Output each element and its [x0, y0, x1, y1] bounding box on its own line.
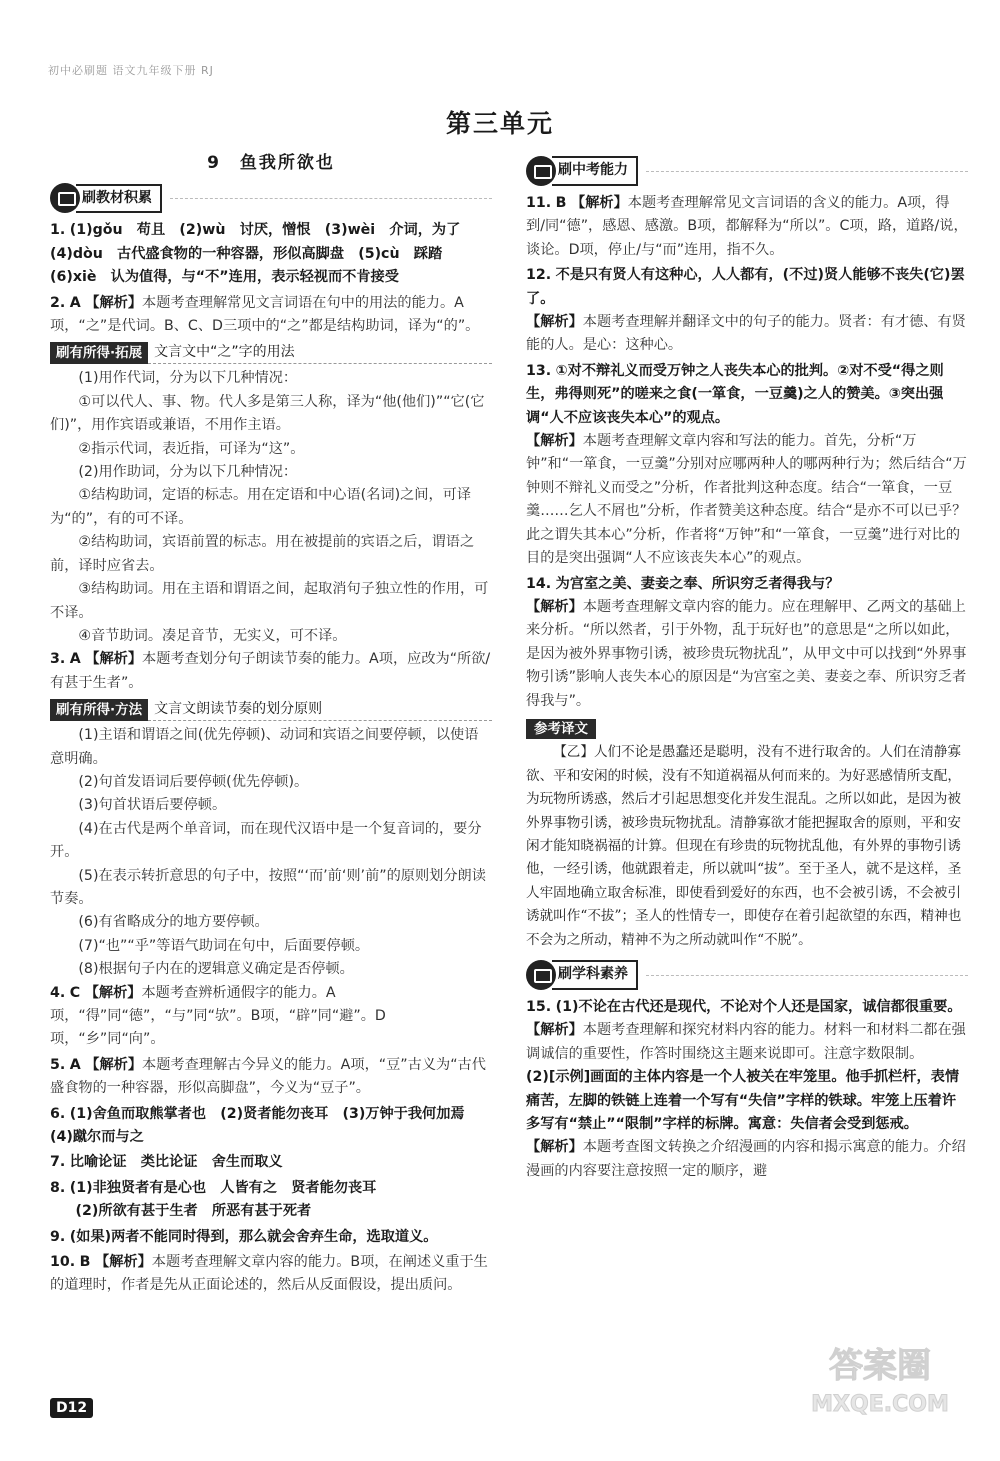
question-14	[526, 573, 968, 713]
divider	[646, 171, 968, 172]
question-6	[50, 1103, 492, 1150]
method-paragraph: (6)有省略成分的地方要停顿。	[78, 914, 269, 931]
extension-header	[50, 341, 492, 364]
answer-text: ①对不辩礼义而受万钟之人丧失本心的批判。②对不受“得之则生，弗得则死”的嗟来之食(一箪食，一豆羹)之人的赞美。③突出强调“人不应该丧失本心”的观点。	[526, 362, 944, 426]
section-exam	[526, 156, 968, 186]
question-number: 6.	[50, 1105, 66, 1122]
question-number: 8.	[50, 1179, 66, 1196]
analysis-tag: 【解析】	[526, 314, 583, 331]
analysis-text: 本题考查理解常见文言词语的含义的能力。A项，得到/同“德”，感恩、感激。B项，都解释为“所以”。C项，路，道路/说，谈论。D项，停止/与“而”连用，指不久。	[526, 195, 968, 258]
question-5	[50, 1054, 492, 1101]
book-icon	[526, 156, 556, 186]
answer-text: (2)[示例]画面的主体内容是一个人被关在牢笼里。他手抓栏杆，表情痛苦，左脚的铁链上连着一个写有“失信”字样的铁球。牢笼上压着许多写有“禁止”“限制”字样的标牌。寓意：失信者会受到惩戒。	[526, 1069, 960, 1133]
question-number: 15.	[526, 999, 552, 1015]
answer-text: 为宫室之美、妻妾之奉、所识穷乏者得我与？	[555, 575, 840, 592]
answer-choice: A	[69, 1056, 81, 1073]
question-7	[50, 1151, 492, 1174]
extension-paragraph: ②结构助词，宾语前置的标志。用在被提前的宾语之后，谓语之前，译时应省去。	[50, 534, 475, 574]
analysis-text: 本题考查理解文章内容和写法的能力。首先，分析“万钟”和“一箪食，一豆羹”分别对应哪两种人的哪两种行为；然后结合“万钟则不辩礼义而受之”分析，作者批判这种态度。结合“一箪食，一豆羹……乞人不屑也”分析，作者赞美这种态度。结合“是亦不可以已乎？此之谓失其本心”分析，作者将“万钟”和“一箪食，一豆羹”进行对比的目的是突出强调“人不应该丧失本心”的观点。	[526, 433, 967, 567]
question-number: 13.	[526, 362, 552, 379]
question-9	[50, 1226, 492, 1249]
section-literacy	[526, 960, 968, 990]
reference-translation-label: 参考译文	[526, 719, 596, 739]
method-paragraph: (8)根据句子内在的逻辑意义确定是否停顿。	[78, 961, 354, 978]
method-paragraph: (3)句首状语后要停顿。	[78, 797, 227, 814]
analysis-tag: 【解析】	[526, 598, 583, 615]
extension-topic: 文言文中“之”字的用法	[148, 341, 492, 364]
method-paragraph: (1)主语和谓语之间(优先停顿)、动词和宾语之间要停顿，以使语意明确。	[50, 727, 479, 767]
analysis-text: 本题考查理解文章内容的能力。应在理解甲、乙两文的基础上来分析。“所以然者，引于外物，乱于玩好也”的意思是“之所以如此，是因为被外界事物引诱，被珍贵玩物扰乱”，从甲文中可以找到“外界事物引诱”影响人丧失本心的原因是“为宫室之美、妻妾之奉、所识穷乏者得我与”。	[526, 598, 967, 709]
question-10	[50, 1251, 492, 1298]
answer-text: (1)不论在古代还是现代，不论对个人还是国家，诚信都很重要。	[555, 999, 962, 1015]
header-strip: 初中必刷题 语文九年级下册 RJ	[48, 64, 214, 77]
method-label: 刷有所得·方法	[50, 699, 148, 721]
answer-choice: B	[555, 195, 567, 211]
question-8	[50, 1177, 492, 1224]
question-1	[50, 219, 492, 289]
analysis-tag: 【解析】	[526, 1139, 583, 1156]
watermark-text: 答案圈 MXQE.COM	[811, 1346, 949, 1417]
question-number: 4.	[50, 984, 66, 1001]
question-number: 7.	[50, 1154, 66, 1171]
extension-paragraph: ①可以代人、事、物。代人多是第三人称，译为“他(他们)”“它(它们)”，用作宾语或兼语，不用作主语。	[50, 393, 485, 434]
question-3	[50, 648, 492, 695]
extension-paragraph: ③结构助词。用在主语和谓语之间，起取消句子独立性的作用，可不译。	[50, 581, 489, 621]
section-label: 刷中考能力	[552, 156, 638, 185]
answer-choice: A	[69, 651, 81, 668]
answer-text: (1)非独贤者有是心也 人皆有之 贤者能勿丧耳	[69, 1179, 377, 1196]
page-number: D12	[50, 1398, 93, 1418]
question-number: 11.	[526, 195, 552, 211]
question-number: 10.	[50, 1254, 76, 1271]
unit-title: 第三单元	[445, 109, 554, 138]
answer-text: (1)gǒu 苟且 (2)wù 讨厌，憎恨 (3)wèi 介词，为了 (4)dòu 古代盛食物的一种容器，形似高脚盘 (5)cù 踩踏 (6)xiè 认为值得，与“不”连用，表示轻视而不肯接受	[50, 222, 475, 286]
method-header	[50, 698, 492, 721]
method-paragraph: (7)“也”“乎”等语气助词在句中，后面要停顿。	[78, 937, 370, 954]
analysis-text: 本题考查划分句子朗读节奏的能力。A项，应改为“所欲/有甚于生者”。	[50, 651, 491, 691]
analysis-tag: 【解析】	[85, 651, 143, 668]
method-topic: 文言文朗读节奏的划分原则	[148, 698, 492, 721]
extension-paragraph: ②指示代词，表近指，可译为“这”。	[78, 440, 305, 457]
section-label: 刷学科素养	[552, 960, 638, 989]
analysis-tag: 【解析】	[85, 1056, 143, 1073]
book-icon	[526, 960, 556, 990]
left-column	[50, 152, 492, 1300]
analysis-tag: 【解析】	[95, 1254, 152, 1271]
question-number: 12.	[526, 267, 552, 284]
answer-choice: A	[69, 294, 81, 311]
right-column	[526, 152, 968, 1185]
question-number: 9.	[50, 1228, 66, 1245]
analysis-tag: 【解析】	[85, 294, 143, 311]
answer-choice: C	[69, 984, 81, 1001]
question-number: 5.	[50, 1056, 66, 1073]
method-paragraph: (5)在表示转折意思的句子中，按照“‘而’前‘则’前”的原则划分朗读节奏。	[50, 867, 486, 907]
question-4	[50, 982, 492, 1052]
analysis-tag: 【解析】	[571, 195, 628, 211]
question-number: 3.	[50, 651, 66, 668]
question-number: 1.	[50, 222, 66, 239]
answer-text: (如果)两者不能同时得到，那么就会舍弃生命，选取道义。	[69, 1228, 438, 1245]
section-textbook	[50, 183, 492, 213]
question-number: 2.	[50, 294, 66, 311]
answer-choice: B	[79, 1254, 91, 1271]
lesson-title: 9 鱼我所欲也	[207, 153, 335, 173]
analysis-text: 本题考查理解常见文言词语在句中的用法的能力。A项，“之”是代词。B、C、D三项中的“之”都是结构助词，译为“的”。	[50, 294, 480, 335]
analysis-text: 本题考查理解和探究材料内容的能力。材料一和材料二都在强调诚信的重要性，作答时围绕这主题来说即可。注意字数限制。	[526, 1022, 966, 1062]
answer-text: (2)所欲有甚于生者 所恶有甚于死者	[75, 1203, 312, 1220]
answer-text: 比喻论证 类比论证 舍生而取义	[69, 1154, 283, 1171]
section-label: 刷教材积累	[76, 184, 162, 213]
divider	[646, 975, 968, 976]
question-15	[526, 996, 968, 1183]
question-2	[50, 292, 492, 339]
analysis-text: 本题考查理解并翻译文中的句子的能力。贤者：有才德、有贤能的人。是心：这种心。	[526, 314, 966, 354]
reference-translation: 【乙】人们不论是愚蠢还是聪明，没有不进行取舍的。人们在清静寡欲、平和安闲的时候，没有不知道祸福从何而来的。为好恶感情所支配，为玩物所诱惑，然后才引起思想变化并发生混乱。之所以如此，是因为被外界事物引诱，被珍贵玩物扰乱。清静寡欲才能把握取舍的原则，平和安闲才能知晓祸福的计算。但现在有珍贵的玩物扰乱他，有外界的事物引诱他，一经引诱，他就跟着走，所以就叫“拔”。至于圣人，就不是这样，圣人牢固地确立取舍标准，即使看到爱好的东西，也不会被引诱，不会被引诱就叫作“不拔”；圣人的性情专一，即使存在着引起欲望的东西，精神也不会为之所动，精神不为之所动就叫作“不脱”。	[526, 744, 962, 948]
answer-text: 不是只有贤人有这种心，人人都有，(不过)贤人能够不丧失(它)罢了。	[526, 267, 965, 307]
analysis-tag: 【解析】	[84, 984, 142, 1001]
answer-text: (1)舍鱼而取熊掌者也 (2)贤者能勿丧耳 (3)万钟于我何加焉 (4)蹴尔而与之	[50, 1105, 479, 1146]
extension-paragraph: ①结构助词，定语的标志。用在定语和中心语(名词)之间，可译为“的”，有的可不译。	[50, 487, 472, 527]
analysis-text: 本题考查辨析通假字的能力。A项，“得”同“德”，“与”同“欤”。B项，“辟”同“避”。D项，“乡”同“向”。	[50, 984, 386, 1048]
analysis-tag: 【解析】	[526, 1022, 583, 1039]
question-12	[526, 264, 968, 358]
analysis-text: 本题考查理解文章内容的能力。B项，在阐述义重于生的道理时，作者是先从正面论述的，然后从反面假设，提出质问。	[50, 1254, 488, 1294]
question-11	[526, 192, 968, 262]
analysis-tag: 【解析】	[526, 433, 583, 450]
extension-paragraph: ④音节助词。凑足音节，无实义，可不译。	[78, 627, 347, 644]
question-13	[526, 360, 968, 571]
method-paragraph: (4)在古代是两个单音词，而在现代汉语中是一个复音词的，要分开。	[50, 820, 482, 861]
analysis-text: 本题考查图文转换之介绍漫画的内容和揭示寓意的能力。介绍漫画的内容要注意按照一定的顺序，避	[526, 1139, 966, 1179]
watermark-logo	[800, 1331, 960, 1421]
extension-paragraph: (1)用作代词，分为以下几种情况：	[78, 370, 298, 387]
extension-paragraph: (2)用作助词，分为以下几种情况：	[78, 464, 298, 481]
divider	[170, 198, 492, 199]
question-number: 14.	[526, 575, 552, 592]
analysis-text: 本题考查理解古今异义的能力。A项，“豆”古义为“古代盛食物的一种容器，形似高脚盘”，今义为“豆子”。	[50, 1056, 486, 1097]
extension-label: 刷有所得·拓展	[50, 342, 148, 364]
method-paragraph: (2)句首发语词后要停顿(优先停顿)。	[78, 773, 309, 790]
